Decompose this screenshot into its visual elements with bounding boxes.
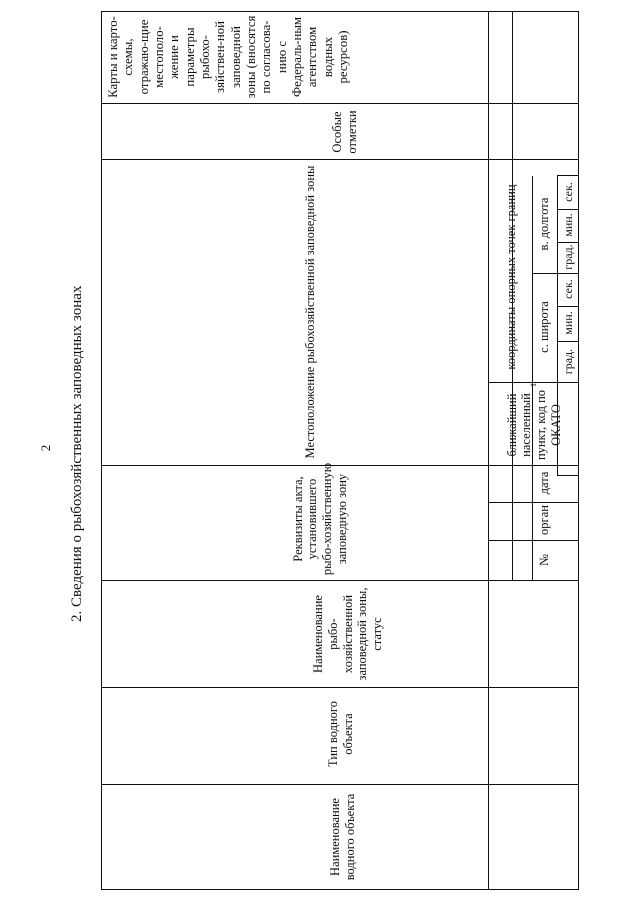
table-line: [101, 784, 579, 785]
header-water-body-name: Наименование водного объекта: [328, 793, 357, 881]
table-line: [488, 11, 489, 890]
table-line: [512, 11, 513, 176]
table-line: [101, 580, 579, 581]
header-act-details: Реквизиты акта, установившего рыбо-хозяйственную заповедную зону: [290, 462, 349, 576]
settlement-footnote: 1: [529, 383, 539, 387]
header-lat-min: мин.: [560, 311, 575, 335]
header-lon-min: мин.: [560, 213, 575, 237]
header-location: Местоположение рыбохозяйственной заповедной зоны: [302, 165, 317, 459]
header-lon-deg: град.: [560, 244, 575, 270]
section-title: 2. Сведения о рыбохозяйственных заповедных зонах: [69, 285, 85, 622]
table-line: [488, 540, 579, 541]
table-line: [101, 103, 579, 104]
settlement-label: ближайший населенный пункт, код по ОКАТО: [504, 389, 563, 461]
header-lat-sec: сек.: [560, 279, 575, 299]
header-act-number: №: [536, 554, 551, 566]
header-maps: Карты и карто-схемы, отражаю-щие местополо-жение и параметры рыбохо-зяйствен-ной заповедной зоны (вносятся по согласова-нию с Федераль-ным агентством водных ресурсов): [106, 15, 351, 99]
page-number: 2: [38, 444, 53, 452]
header-zone-name: Наименование рыбо-хозяйственной заповедной зоны, статус: [311, 587, 385, 681]
header-lon-sec: сек.: [560, 182, 575, 202]
header-longitude: в. долгота: [536, 197, 551, 251]
header-coordinates: координаты опорных точек границ: [503, 184, 518, 370]
table-line: [101, 159, 579, 160]
header-act-organ: орган: [536, 505, 551, 535]
header-act-date: дата: [536, 471, 551, 495]
table-line: [557, 475, 579, 476]
table-line: [557, 341, 579, 342]
header-settlement: [490, 383, 578, 463]
header-latitude: с. широта: [536, 301, 551, 353]
header-special-notes: Особые отметки: [330, 110, 359, 154]
header-water-body-type: Тип водного объекта: [326, 701, 355, 767]
header-lat-deg: град.: [560, 348, 575, 375]
